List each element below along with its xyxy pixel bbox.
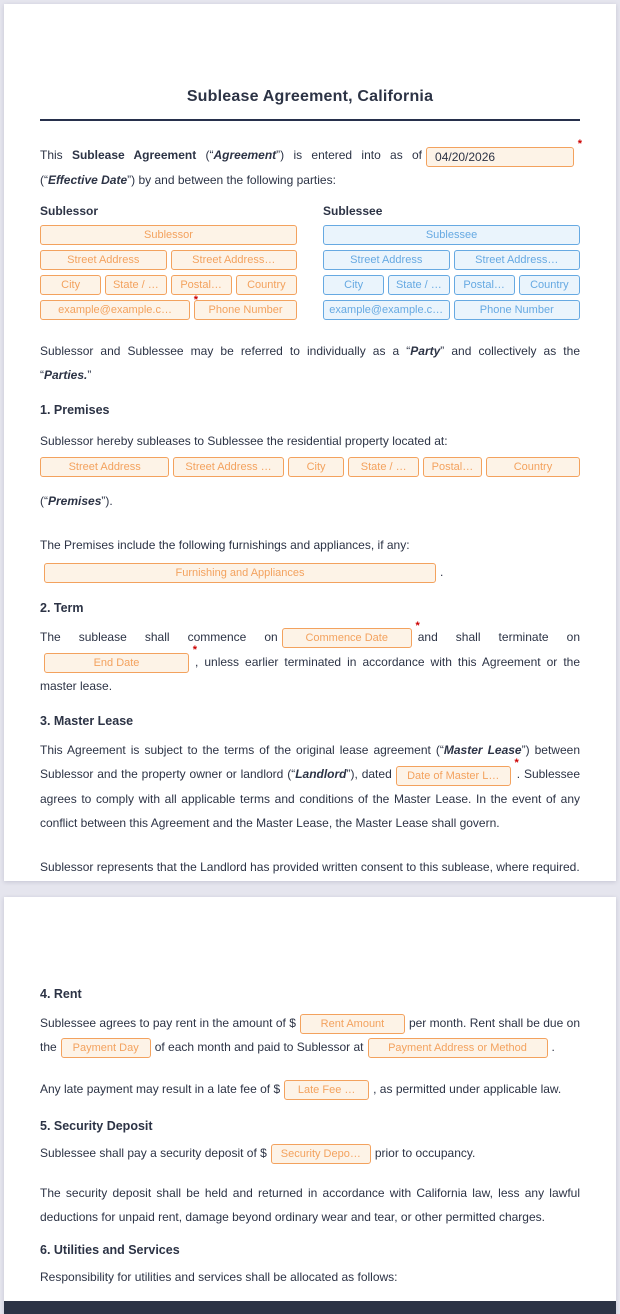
security-deposit-text-1: Sublessee shall pay a security deposit of $ xyxy=(40,1146,267,1160)
furnishings-label: The Premises include the following furnishings and appliances, if any: xyxy=(40,537,410,552)
utilities-table-header-bar xyxy=(4,1301,616,1314)
intro-text-3: ”) is entered into as of xyxy=(276,148,423,162)
sublessor-email-input[interactable] xyxy=(40,300,190,320)
premises-address-row xyxy=(40,457,580,477)
sublessor-column xyxy=(40,204,297,325)
intro-text-2: (“ xyxy=(196,148,214,162)
sublessee-city-input[interactable] xyxy=(323,275,384,295)
required-asterisk: * xyxy=(415,619,420,632)
payment-day-input[interactable] xyxy=(61,1038,151,1058)
sublessor-name-row xyxy=(40,225,297,245)
term-heading: 2. Term xyxy=(40,600,84,615)
form-page-2 xyxy=(4,897,616,1314)
sublessee-postal-input[interactable] xyxy=(454,275,515,295)
premises-heading: 1. Premises xyxy=(40,402,110,417)
required-asterisk: * xyxy=(192,644,197,657)
effective-date-field xyxy=(426,137,583,168)
end-date-field xyxy=(44,644,197,674)
premises-postal-input[interactable] xyxy=(423,457,482,477)
intro-bold-sublease-agreement: Sublease Agreement xyxy=(71,148,197,162)
sublessor-email-field xyxy=(40,293,199,320)
premises-bold-premises: Premises xyxy=(48,493,102,508)
sublessee-phone-input[interactable] xyxy=(454,300,581,320)
sublessor-street-input[interactable] xyxy=(40,250,167,270)
deposit-return-paragraph: The security deposit shall be held and returned in accordance with California law, less any lawful deductions for unpaid rent, damage beyond ordinary wear and tear, or other permitted charges. xyxy=(40,1186,580,1224)
utilities-heading: 6. Utilities and Services xyxy=(40,1243,180,1257)
master-lease-text-3: ”), dated xyxy=(346,767,392,782)
sublessor-postal-input[interactable] xyxy=(171,275,232,295)
premises-close-text-2: ”). xyxy=(101,493,113,508)
form-page-1 xyxy=(4,4,616,881)
parties-section xyxy=(40,204,580,325)
term-text-3: , unless earlier terminated in accordance with this Agreement or the master lease. xyxy=(40,654,580,694)
parties-note-bold-party: Party xyxy=(410,343,441,358)
landlord-consent-paragraph: Sublessor represents that the Landlord has provided written consent to this sublease, where required. xyxy=(40,860,580,875)
intro-paragraph xyxy=(40,137,583,192)
premises-street2-input[interactable] xyxy=(173,457,284,477)
parties-note-paragraph xyxy=(40,339,580,387)
premises-state-input[interactable] xyxy=(348,457,419,477)
parties-note-text-3: ” xyxy=(87,367,92,382)
intro-bold-effective-date: Effective Date xyxy=(48,172,128,187)
sublessor-country-input[interactable] xyxy=(236,275,297,295)
sublessor-city-input[interactable] xyxy=(40,275,101,295)
master-lease-bold-landlord: Landlord xyxy=(295,767,347,782)
master-lease-bold-master-lease: Master Lease xyxy=(443,743,522,758)
sublessee-email-input[interactable] xyxy=(323,300,450,320)
sublessor-street2-input[interactable] xyxy=(171,250,298,270)
intro-text-5: ”) by and between the following parties: xyxy=(127,172,336,187)
page-break xyxy=(0,881,620,897)
rent-text-2: per month. Rent shall be due on the xyxy=(40,1016,581,1054)
premises-country-input[interactable] xyxy=(486,457,580,477)
sublessee-contact-row xyxy=(323,300,580,320)
sublessee-country-input[interactable] xyxy=(519,275,580,295)
required-asterisk: * xyxy=(193,293,199,306)
sublessee-name-row xyxy=(323,225,580,245)
end-date-input[interactable] xyxy=(44,653,189,673)
rent-heading: 4. Rent xyxy=(40,987,82,1001)
premises-intro: Sublessor hereby subleases to Sublessee the residential property located at: xyxy=(40,433,448,448)
premises-close-text-1: (“ xyxy=(40,493,48,508)
late-fee-input[interactable] xyxy=(284,1080,369,1100)
master-lease-heading: 3. Master Lease xyxy=(40,714,134,729)
commence-date-field xyxy=(282,619,420,650)
master-lease-text-1: This Agreement is subject to the terms of the original lease agreement (“ xyxy=(40,743,444,758)
sublessor-contact-row xyxy=(40,293,297,320)
late-fee-paragraph xyxy=(40,1077,580,1101)
intro-text-1: This xyxy=(40,148,72,162)
master-lease-text-2: ”) between Sublessor and the property owner or landlord (“ xyxy=(40,743,580,782)
sublessor-city-row xyxy=(40,275,297,295)
security-deposit-heading: 5. Security Deposit xyxy=(40,1119,153,1133)
premises-close-paragraph xyxy=(40,489,580,513)
required-asterisk: * xyxy=(577,137,583,150)
sublessor-phone-input[interactable] xyxy=(194,300,297,320)
commence-date-input[interactable] xyxy=(282,628,412,648)
intro-text-4: (“ xyxy=(40,172,48,187)
sublessee-state-input[interactable] xyxy=(388,275,449,295)
parties-note-text-2: ” and collectively as the “ xyxy=(40,343,580,382)
sublessee-name-input[interactable] xyxy=(323,225,580,245)
late-fee-text-1: Any late payment may result in a late fee of $ xyxy=(40,1082,281,1096)
premises-street-input[interactable] xyxy=(40,457,169,477)
parties-note-text-1: Sublessor and Sublessee may be referred to individually as a “ xyxy=(40,343,411,358)
master-lease-text-4: . Sublessee agrees to comply with all applicable terms and conditions of the Master Lease. In the event of any conflict between this Agreement and the Master Lease, the Master Lease shall govern. xyxy=(40,767,580,831)
rent-text-4: . xyxy=(551,1040,555,1054)
form-title: Sublease Agreement, California xyxy=(40,88,580,121)
sublessor-state-input[interactable] xyxy=(105,275,166,295)
sublessee-column xyxy=(323,204,580,325)
term-text-1: The sublease shall commence on xyxy=(40,629,278,644)
sublessee-street2-input[interactable] xyxy=(454,250,581,270)
parties-note-bold-parties: Parties. xyxy=(44,367,88,382)
furnishings-after-text: . xyxy=(440,564,444,579)
late-fee-text-2: , as permitted under applicable law. xyxy=(373,1082,562,1096)
term-text-2: and shall terminate on xyxy=(417,629,581,644)
sublessee-city-row xyxy=(323,275,580,295)
rent-text-3: of each month and paid to Sublessor at xyxy=(154,1040,364,1054)
term-paragraph xyxy=(40,619,581,699)
rent-paragraph xyxy=(40,1011,580,1059)
sublessor-street-row xyxy=(40,250,297,270)
security-deposit-input[interactable] xyxy=(271,1144,371,1164)
master-lease-paragraph xyxy=(40,738,580,835)
sublessor-name-input[interactable] xyxy=(40,225,297,245)
rent-text-1: Sublessee agrees to pay rent in the amount of $ xyxy=(40,1016,296,1030)
security-deposit-text-2: prior to occupancy. xyxy=(374,1146,476,1160)
security-deposit-paragraph xyxy=(40,1141,580,1165)
master-lease-date-input[interactable] xyxy=(396,766,511,786)
intro-bold-agreement: Agreement xyxy=(213,148,277,162)
rent-amount-input[interactable] xyxy=(300,1014,405,1034)
sublessee-heading: Sublessee xyxy=(323,203,383,218)
sublessee-street-row xyxy=(323,250,580,270)
master-lease-date-field xyxy=(396,757,519,787)
sublessor-heading: Sublessor xyxy=(40,203,99,218)
furnishings-line xyxy=(40,559,580,585)
sublessee-street-input[interactable] xyxy=(323,250,450,270)
furnishings-input[interactable] xyxy=(44,563,436,583)
required-asterisk: * xyxy=(514,757,519,770)
effective-date-input[interactable] xyxy=(426,147,574,167)
premises-city-input[interactable] xyxy=(288,457,345,477)
utilities-intro: Responsibility for utilities and services shall be allocated as follows: xyxy=(40,1270,398,1284)
payment-method-input[interactable] xyxy=(368,1038,548,1058)
